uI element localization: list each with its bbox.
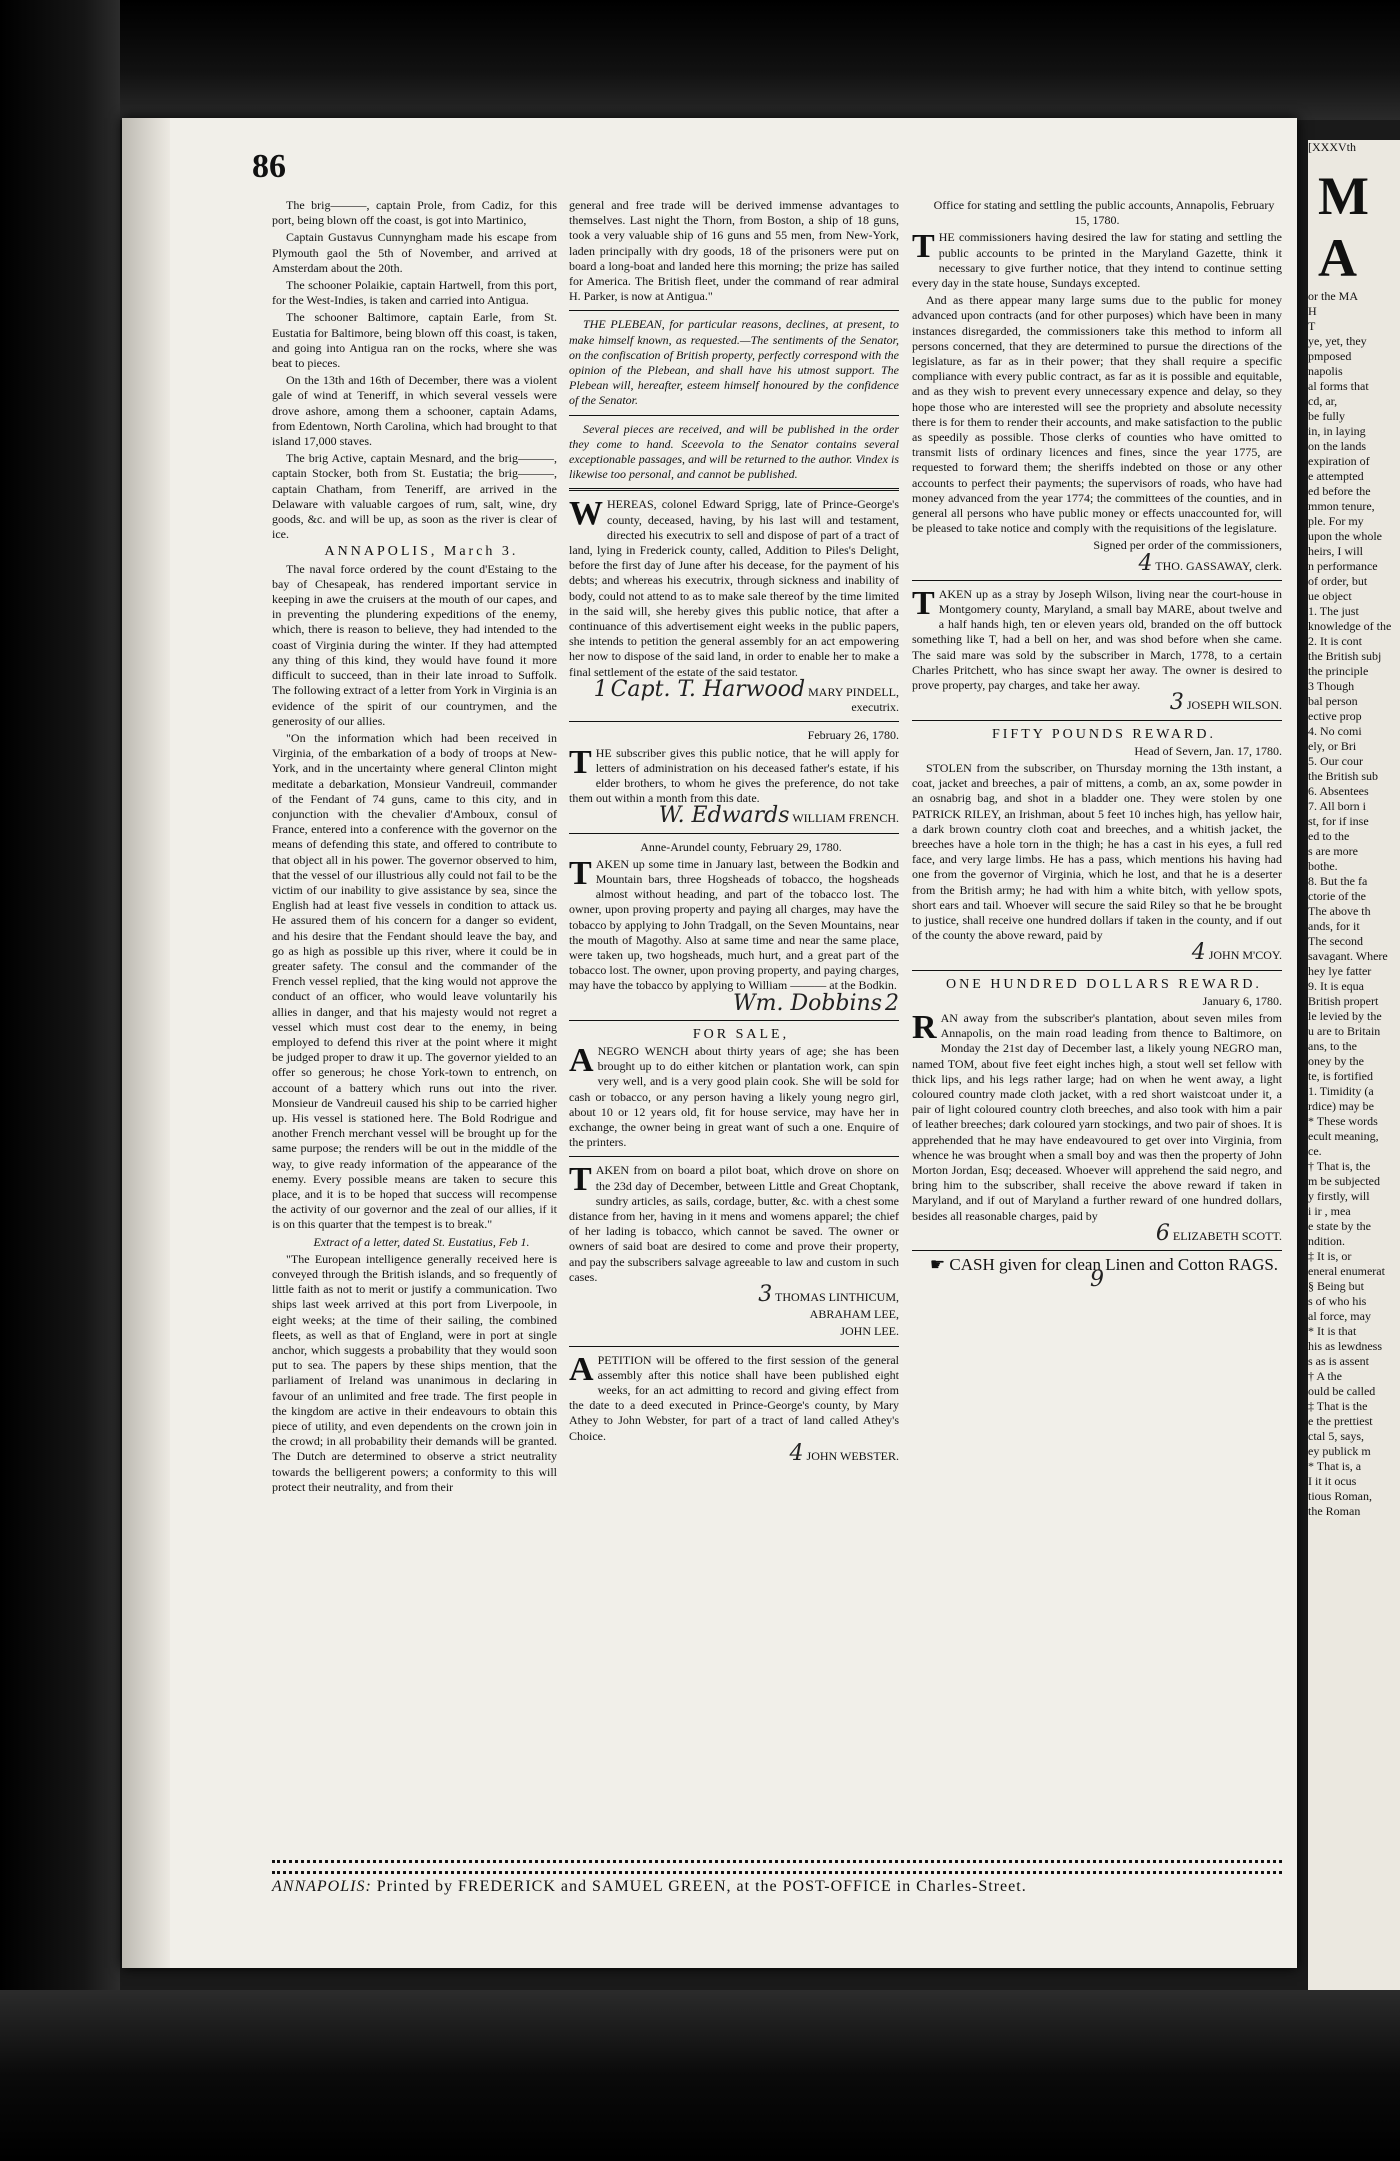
paragraph: general and free trade will be derived immense advantages to themselves. Last night the Thorn, from Boston, a ship of 18 guns, took a very valuable ship of 16 guns and 55 men, from New-York, laden principally with dry goods, 18 of the prisoners were put on board a long-boat and landed here this morning; the prize has sailed for America. The British fleet, under the command of rear admiral H. Parker, is now at Antigua." [569,198,899,304]
adjacent-page-line: cd, ar, [1308,394,1338,408]
divider [569,1156,899,1157]
adjacent-page-line: napolis [1308,364,1343,378]
adjacent-page-line: † That is, the [1308,1159,1371,1173]
divider [912,580,1282,581]
drop-cap: T [569,1161,592,1199]
adjacent-page-line: hey lye fatter [1308,964,1372,978]
scan-background-bottom [0,1990,1400,2161]
ad-date: January 6, 1780. [1202,993,1282,1008]
adjacent-page-line: * It is that [1308,1324,1357,1338]
dateline-heading: ANNAPOLIS, March 3. [324,544,519,560]
drop-cap: A [569,1350,594,1388]
paragraph: On the 13th and 16th of December, there was a violent gale of wind at Teneriff, in which several vessels were drove ashore, among them a schooner, captain Adams, from Edentown, North Carolina, which had brought to that island 17,000 staves. [272,373,557,449]
drop-cap: T [569,854,592,892]
signature-line: 1 Capt. T. Harwood MARY PINDELL, executrix. [593,676,899,715]
handwritten-signature: Capt. T. Harwood [610,676,806,702]
adjacent-page-line: 1. The just [1308,604,1359,618]
adjacent-page-line: H [1308,304,1317,318]
paragraph: The schooner Polaikie, captain Hartwell, from this port, for the West-Indies, is taken and carried into Antigua. [272,278,557,308]
adjacent-page-line: savagant. Where [1308,949,1388,963]
adjacent-page-line: the British sub [1308,769,1379,783]
divider [912,720,1282,721]
divider [569,488,899,491]
adjacent-page-line: The above th [1308,904,1371,918]
divider [569,310,899,311]
commissioners-notice: THE commissioners having desired the law for stating and settling the public accounts to be printed in the Maryland Gazette, think it necessary to give further notice, that they intend to continue setting every day in the state house, Sundays excepted. [912,228,1282,291]
adjacent-page-line: ey publick m [1308,1444,1371,1458]
adjacent-page-fragment [1308,140,1400,1990]
ad-title: ONE HUNDRED DOLLARS REWARD. [946,976,1262,992]
adjacent-page-line: ctorie of the [1308,889,1366,903]
adjacent-page-line: ndition. [1308,1234,1346,1248]
adjacent-page-line: 5. Our cour [1308,754,1363,768]
divider [569,721,899,722]
adjacent-page-line: e attempted [1308,469,1364,483]
drop-cap: A [569,1041,594,1079]
adjacent-page-line: The second [1308,934,1363,948]
paragraph: "The European intelligence generally received here is conveyed through the British islands, and so frequently of little faith as not to merit or justify a communication. Two ships last week arrived at this port from Liverpoole, in eight weeks; at the time of their sailing, the combined fleets, as well as that of England, were in port at single anchor, which suggests a probability that they would soon put to sea. The papers by these ships mention, that the parliament of Ireland was unanimous in declaring in favour of an unlimited and free trade. The first people in the kingdom are active in their endeavours to obtain this piece of utility, and even dependents on the crown join in the crowd; in all probability their demands will be granted. The Dutch are determined to observe a strict neutrality towards the belligerent powers; a conformity to this will protect their neutrality, and from their [272,1251,557,1494]
adjacent-page-line: mmon tenure, [1308,499,1375,513]
stray-advertisement: TAKEN up as a stray by Joseph Wilson, living near the court-house in Montgomery county, Maryland, a small bay MARE, about twelve and a half hands high, ten or eleven years old, branded on the off buttock something like T, had a bell on her, and was shod before when she came. The said mare was sold by the subscriber in March, 1778, to a certain Charles Pritchett, who has since swapt her away. The owner is desired to prove property, pay charges, and take her away. [912,584,1282,693]
drop-cap: T [912,228,935,266]
pointing-hand-icon: ☛ [929,1255,946,1274]
adjacent-page-line: British propert [1308,994,1379,1008]
ad-title: FOR SALE, [692,1026,790,1042]
signature-line: 4 JOHN M'COY. [1191,940,1282,966]
petition-advertisement: APETITION will be offered to the first session of the general assembly after this notice shall have been published eight weeks, for an act admitting to record and giving effect from the date to a deed executed in Prince-George's county, by Mary Athey to John Webster, for part of a tract of land called Athey's Choice. [569,1350,899,1443]
adjacent-page-line: § Being but [1308,1279,1364,1293]
adjacent-page-line: * That is, a [1308,1459,1362,1473]
adjacent-page-line: ‡ It is, or [1308,1249,1352,1263]
adjacent-page-text [1308,289,1400,1519]
paragraph: Captain Gustavus Cunnyngham made his escape from Plymouth gaol the 5th of November, and arrived at Amsterdam about the 20th. [272,230,557,275]
paragraph: And as there appear many large sums due to the public for money advanced upon contracts (and for other purposes) which have been in many instances disregarded, the commissioners take this method to inform all persons concerned, that they are determined to pursue the directions of the legislature, as far as in their power; that they shall require a specific compliance with every public contract, as far as it is possible and equitable, and as they wish to prevent every unnecessary expence and delay, so they hope those who are interested will see the propriety and absolute necessity there is for them to render their accounts, and make satisfaction to the public as speedily as possible. Those clerks of counties who have omitted to transmit lists of ordinary licences and fines, since the year 1775, are requested to forward them; the sheriffs indebted on those or any other accounts to perfect their payments; the supervisors of roads, who have had money advanced from the year 1774; the committees of the counties, and in general all persons who have public money or effects unaccounted for, will be pleased to take notice and comply with the requisitions of the legislature. [912,293,1282,536]
adjacent-page-line: 7. All born i [1308,799,1367,813]
for-sale-advertisement: ANEGRO WENCH about thirty years of age; she has been brought up to do either kitchen or plantation work, can spin very well, and is a very good plain cook. She will be sold for cash or tobacco, or any person having a likely young negro girl, about 10 or 12 years old, fit for house service, may have her in exchange, the owner being in great want of such a one. Enquire of the printers. [569,1041,899,1150]
signature-line: 6 ELIZABETH SCOTT. [1155,1220,1282,1246]
adjacent-page-line: the Roman [1308,1504,1361,1518]
column-2 [569,198,899,1466]
divider [569,1346,899,1347]
handwritten-mark: 3 [1169,690,1184,716]
adjacent-page-line: e the prettiest [1308,1414,1373,1428]
adjacent-page-line: the British subj [1308,649,1382,663]
handwritten-mark: 3 [758,1282,773,1307]
colophon-place: ANNAPOLIS: [272,1878,372,1895]
newspaper-page [122,118,1297,1968]
scan-background-top [0,0,1400,120]
adjacent-page-line: or the MA [1308,289,1358,303]
adjacent-page-line: n performance [1308,559,1378,573]
handwritten-mark: 4 [1138,550,1153,576]
adjacent-page-line: the principle [1308,664,1369,678]
adjacent-page-line: ed to the [1308,829,1350,843]
ad-date: Anne-Arundel county, February 29, 1780. [640,839,842,854]
signature-line: 3 JOSEPH WILSON. [1169,690,1282,716]
extract-title: Extract of a letter, dated St. Eustatius, Feb 1. [313,1234,530,1249]
paragraph: "On the information which had been received in Virginia, of the embarkation of a body of troops at New-York, and in the uncertainty where general Clinton might meditate a debarkation, Monsieur Vandreuil, commander of the Fendant of 74 guns, came to this city, and in conjunction with the chevalier d'Amboux, consul of France, entered into a conference with the governor on the means of defending this state, and offered to contribute to that object all in his power. The governor observed to him, that the vessel of our illustrious ally could not fail to be the victim of our inability to give assistance by sea, since the English had at least five vessels in condition to attack us. He assured them of his concern for a danger so evident, and his desire that the Fendant should leave the bay, and go as high as possible up this river, where it could be in greater safety. The consul and the commander of the French vessel replied, that the king would not approve the conduct of an officer, who would leave voluntarily his allies in danger, and that his majesty would not regret a vessel which must cost dear to the enemy, in being employed to defend this river at the point where it might be judged proper to draw it up. The governor yielded to an offer so generous; he chose York-town to entrench, on account of a battery which runs out into the river. Monsieur de Vandreuil caused his ship to be carried higher up. His vessel is stationed here. The Bold Rodrigue and another French merchant vessel will be brought up for the same purpose; the renders will be out in the middle of the way, to give ready information of the appearance of the enemy. Every possible means are taken to secure this place, and it is to be hoped that success will recompense the activity of our governor and the zeal of our allies, if it is on this quarter that the tempest is to break." [272,730,557,1232]
sprigg-advertisement: WHEREAS, colonel Edward Sprigg, late of Prince-George's county, deceased, having, by his last will and testament, directed his executrix to sell and dispose of part of a tract of land, lying in Frederick county, called, Addition to Piles's Delight, before the first day of June after his decease, for the payment of his debts; and whereas his executrix, through sickness and inability of body, could not attend to as to make sale thereof by the time limited in the said will, she hereby gives this public notice, that after a continuance of this advertisement eight weeks in the public papers, she intends to petition the general assembly for an act empowering her now to dispose of the said land, in order to enable her to make a final settlement of the estate of the said testator. [569,495,899,679]
cash-notice: ☛ CASH given for clean Linen and Cotton RAGS. 9 [929,1255,1279,1293]
adjacent-page-line: on the lands [1308,439,1366,453]
adjacent-page-line: tious Roman, [1308,1489,1373,1503]
adjacent-page-line: ecult meaning, [1308,1129,1379,1143]
adjacent-page-line: y firstly, will [1308,1189,1370,1203]
signature-line: ABRAHAM LEE, [809,1307,899,1322]
adjacent-page-line: i ir , mea [1308,1204,1351,1218]
adjacent-page-line: 3 Though [1308,679,1355,693]
drop-cap: T [569,743,592,781]
paragraph: The brig———, captain Prole, from Cadiz, for this port, being blown off the coast, is got into Martinico, [272,198,557,228]
colophon [272,1878,1282,1896]
plebean-notice: THE PLEBEAN, for particular reasons, declines, at present, to make himself known, as requested.—The sentiments of the Senator, on the confiscation of British property, perfectly correspond with the opinion of the Plebean, and shall have his utmost support. The Plebean will, hereafter, esteem himself honoured by the confidence of the Senator. [569,317,899,408]
adjacent-page-header: [XXXVth [1308,140,1356,154]
scan-background-left [0,0,120,2161]
handwritten-mark: 6 [1155,1220,1170,1246]
adjacent-page-line: st, for if inse [1308,814,1369,828]
adjacent-page-line: 6. Absentees [1308,784,1369,798]
column-1 [272,198,557,1497]
handwritten-signature: W. Edwards [658,803,790,829]
ad-date: February 26, 1780. [807,728,899,743]
paragraph: The schooner Baltimore, captain Earle, from St. Eustatia for Baltimore, being blown off this coast, is taken, and going into Antigua ran on the rocks, where she was beat to pieces. [272,310,557,371]
adjacent-page-line: ed before the [1308,484,1371,498]
column-3 [912,198,1282,1293]
adjacent-page-line: al forms that [1308,379,1369,393]
handwritten-mark: 4 [789,1440,804,1466]
adjacent-page-line: heirs, I will [1308,544,1363,558]
adjacent-page-line: te, is fortified [1308,1069,1373,1083]
page-number: 86 [252,148,286,185]
adjacent-page-line: bothe. [1308,859,1338,873]
drop-cap: W [569,495,603,533]
adjacent-page-line: le levied by the [1308,1009,1382,1023]
handwritten-signature: Wm. Dobbins [732,990,882,1016]
adjacent-page-line: ective prop [1308,709,1362,723]
adjacent-page-line: † A the [1308,1369,1343,1383]
adjacent-page-line: be fully [1308,409,1345,423]
adjacent-page-line: al force, may [1308,1309,1371,1323]
adjacent-page-line: knowledge of the [1308,619,1392,633]
signature-line: JOHN LEE. [840,1324,899,1339]
adjacent-page-line: ple. For my [1308,514,1364,528]
adjacent-page-line: ely, or Bri [1308,739,1357,753]
signature-line: Signed per order of the commissioners, [1093,538,1282,553]
adjacent-page-line: I it it ocus [1308,1474,1357,1488]
adjacent-page-line: upon the whole [1308,529,1382,543]
adjacent-page-line: oney by the [1308,1054,1364,1068]
salvage-advertisement: TAKEN from on board a pilot boat, which drove on shore on the 23d day of December, between Little and Great Choptank, sundry articles, as sails, cordage, butter, &c. with a chest some distance from her, having in it mens and womens apparel; the chief of her lading is tobacco, which cannot be saved. The owner or owners of said boat are desired to come and prove their property, and pay the subscribers salvage agreeable to law and custom in such cases. [569,1161,899,1284]
divider [569,833,899,834]
adjacent-page-line: in, in laying [1308,424,1366,438]
adjacent-page-line: 1. Timidity (a [1308,1084,1374,1098]
paragraph: The brig Active, captain Mesnard, and the brig———, captain Stocker, both from St. Eustatia; the brig———, captain Chatham, from Teneriff, are arrived in the Delaware with valuable cargoes of rum, salt, wine, dry goods, &c. and will be up, as soon as the river is clear of ice. [272,451,557,542]
adjacent-page-line: ands, for it [1308,919,1360,933]
signature-line: 4 JOHN WEBSTER. [789,1440,899,1466]
adjacent-page-title: M A [1318,166,1369,288]
adjacent-page-line: ans, to the [1308,1039,1357,1053]
adjacent-page-line: ‡ That is the [1308,1399,1368,1413]
signature-line: W. Edwards WILLIAM FRENCH. [658,803,899,829]
adjacent-page-line: ce. [1308,1144,1322,1158]
ornamental-rule [272,1860,1282,1874]
handwritten-mark: 4 [1191,940,1206,966]
adjacent-page-line: his as lewdness [1308,1339,1382,1353]
adjacent-page-line: s as is assent [1308,1354,1369,1368]
adjacent-page-line: * These words [1308,1114,1378,1128]
adjacent-page-line: u are to Britain [1308,1024,1381,1038]
adjacent-page-line: e state by the [1308,1219,1371,1233]
runaway-advertisement: RAN away from the subscriber's plantation, about seven miles from Annapolis, on the main road leading from thence to Baltimore, on Monday the 21st day of December last, a likely young NEGRO man, named TOM, about five feet eight inches high, a stout well set fellow with thick lips, and his legs rather large; had on when he went away, a light coloured country made cloth jacket, with a red short waistcoat under it, a pair of light coloured country cloth breeches, and also took with him a pair of leather breeches; dark coloured yarn stockings, and two pair of shoes. It is apprehended that he may have endeavoured to get over into Virginia, from whence he was brought when a small boy and was then the property of John Morton Jordan, Esq; deceased. Whoever will apprehend the said negro, and bring him to the subscriber, shall receive the above reward if taken in Maryland, and if out of Maryland a further reward of one hundred dollars, besides all reasonable charges, paid by [912,1008,1282,1223]
correspondents-notice: Several pieces are received, and will be published in the order they come to hand. Sceevola to the Senator contains several exceptionable passages, and will be returned to the author. Vindex is likewise too personal, and cannot be published. [569,421,899,482]
signature-line [569,990,899,1016]
signature-line: 3 THOMAS LINTHICUM, [758,1282,899,1307]
adjacent-page-line: eneral enumerat [1308,1264,1385,1278]
tobacco-advertisement: TAKEN up some time in January last, between the Bodkin and Mountain bars, three Hogsheads of tobacco, the hogsheads almost without heading, and part of the tobacco lost. The owner, upon proving property and paying all charges, may have the tobacco by applying to John Tradgall, on the Seven Mountains, near the mouth of Magothy. Also at same time and near the same place, were taken up, two hogsheads, much hurt, and a great part of the tobacco lost. The owner, upon proving property, and paying charges, may have the tobacco by applying to William ——— at the Bodkin. [569,854,899,993]
adjacent-page-line: m be subjected [1308,1174,1380,1188]
divider [569,415,899,416]
adjacent-page-line: 4. No comi [1308,724,1362,738]
colophon-text: Printed by FREDERICK and SAMUEL GREEN, at the POST-OFFICE in Charles-Street. [376,1878,1027,1895]
adjacent-page-line: ctal 5, says, [1308,1429,1364,1443]
adjacent-page-line: rdice) may be [1308,1099,1374,1113]
adjacent-page-line: ould be called [1308,1384,1376,1398]
french-advertisement: THE subscriber gives this public notice, that he will apply for letters of administration on his deceased father's estate, if his elder brothers, to whom he gives the preference, do not take them out within a month from this date. [569,743,899,806]
ad-title: FIFTY POUNDS REWARD. [991,726,1216,742]
adjacent-page-line: expiration of [1308,454,1370,468]
signature-line: 4 THO. GASSAWAY, clerk. [1138,550,1282,576]
adjacent-page-line: of order, but [1308,574,1368,588]
drop-cap: T [912,584,935,622]
adjacent-page-line: ye, yet, they [1308,334,1367,348]
handwritten-mark: 9 [1090,1267,1104,1293]
adjacent-page-line: s of who his [1308,1294,1367,1308]
adjacent-page-line: 2. It is cont [1308,634,1362,648]
theft-advertisement: STOLEN from the subscriber, on Thursday morning the 13th instant, a coat, jacket and breeches, a pair of mittens, a comb, an ax, some powder in an osnabrig bag, and shot in a bladder one. They were stolen by one PATRICK RILEY, an Irishman, about 5 feet 10 inches high, has yellow hair, a dark brown country cloth coat and breeches, and a whitish jacket, the breeches have a hole torn in the thigh; he has a cast in his eyes, a full red face, and very large limbs. He has a pass, which mentions his having had one from the governor of Virginia, which he lost, and that he is a deserter from the British army; he had with him a white bitch, with yellow spots, short ears and tail. Whoever will secure the said Riley so that he be brought to justice, shall receive one hundred dollars if taken in the county, and if out of the county the above reward, paid by [912,760,1282,943]
divider [912,1250,1282,1251]
ad-date: Head of Severn, Jan. 17, 1780. [1134,743,1282,758]
drop-cap: R [912,1008,937,1046]
divider [912,970,1282,971]
divider [569,1020,899,1021]
handwritten-mark: 1 [593,676,608,702]
adjacent-page-line: s are more [1308,844,1358,858]
adjacent-page-line: ue object [1308,589,1352,603]
adjacent-page-line: T [1308,319,1316,333]
adjacent-page-line: 9. It is equa [1308,979,1364,993]
adjacent-page-line: pmposed [1308,349,1352,363]
adjacent-page-line: 8. But the fa [1308,874,1368,888]
handwritten-mark: 2 [885,990,899,1016]
paragraph: The naval force ordered by the count d'Estaing to the bay of Chesapeak, has rendered important service in keeping in awe the cruisers at the mouth of our capes, and in preventing the plundering expeditions of the enemy, which, there is reason to believe, they had intended to the coast of Virginia during the winter. If they had attempted any thing of this kind, they would have found it more difficult to succeed, than in their late inroad to Suffolk. The following extract of a letter from York in Virginia is an evidence of the spirit of our countrymen, and the generosity of our allies. [272,561,557,728]
adjacent-page-line: bal person [1308,694,1358,708]
ad-dateline: Office for stating and settling the public accounts, Annapolis, February 15, 1780. [933,198,1275,228]
